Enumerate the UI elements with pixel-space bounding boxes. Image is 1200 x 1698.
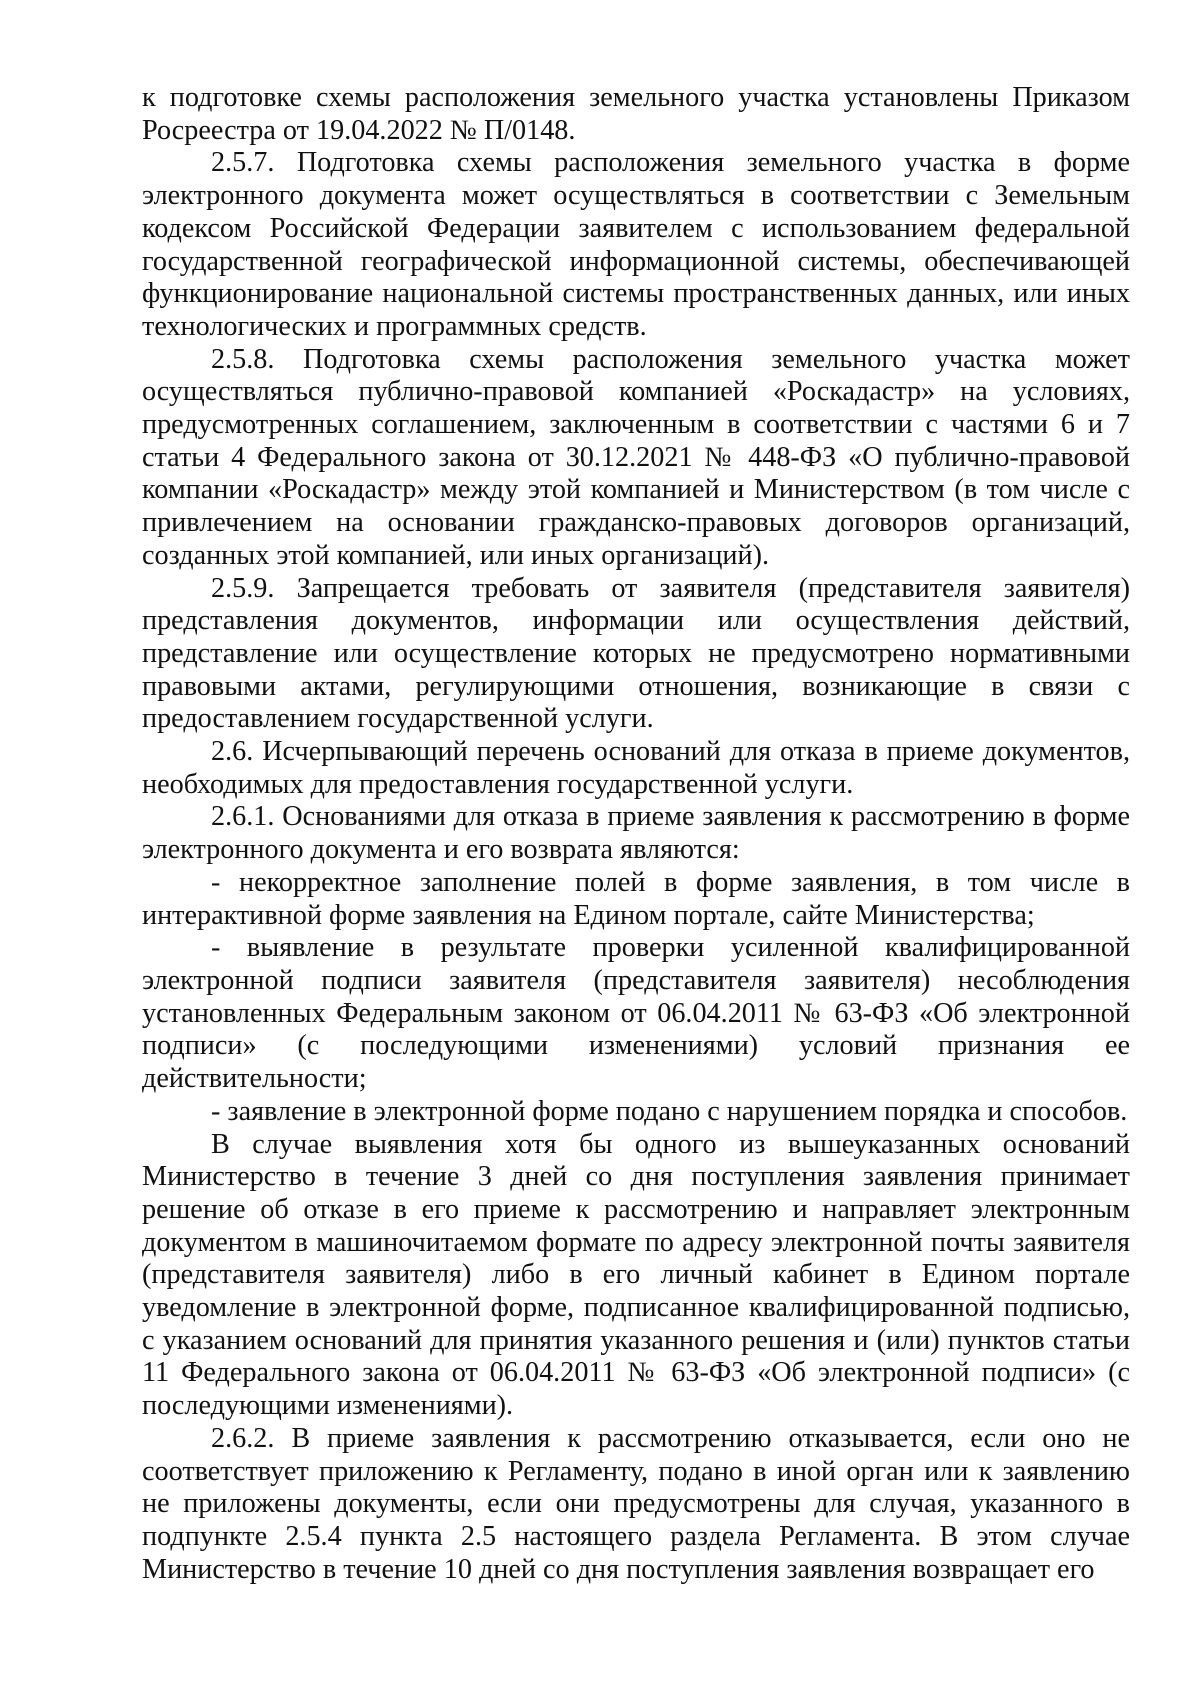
paragraph-clause-2-5-9: 2.5.9. Запрещается требовать от заявителя (представителя заявителя) представления документов, информации или осуществления действий, представление или осуществление которых не предусмотрено нормативными правовыми актами, регулирующими отношения, возникающие в связи с предоставлением государственной услуги.: [142, 572, 1130, 735]
document-page: [142, 82, 1130, 1586]
paragraph-clause-2-6-1: 2.6.1. Основаниями для отказа в приеме заявления к рассмотрению в форме электронного документа и его возврата являются:: [142, 801, 1130, 866]
paragraph-clause-2-6-2: 2.6.2. В приеме заявления к рассмотрению отказывается, если оно не соответствует приложению к Регламенту, подано в иной орган или к заявлению не приложены документы, если они предусмотрены для случая, указанного в подпункте 2.5.4 пункта 2.5 настоящего раздела Регламента. В этом случае Министерство в течение 10 дней со дня поступления заявления возвращает его: [142, 1422, 1130, 1585]
paragraph-continuation: к подготовке схемы расположения земельного участка установлены Приказом Росреестра от 19.04.2022 № П/0148.: [142, 82, 1130, 146]
list-item-bullet-2: - выявление в результате проверки усиленной квалифицированной электронной подписи заявителя (представителя заявителя) несоблюдения установленных Федеральным законом от 06.04.2011 № 63-ФЗ «Об электронной подписи» (с последующими изменениями) условий признания ее действительности;: [142, 932, 1130, 1095]
list-item-bullet-3: - заявление в электронной форме подано с нарушением порядка и способов.: [211, 1095, 1128, 1127]
paragraph-clause-2-5-8: 2.5.8. Подготовка схемы расположения земельного участка может осуществляться публично-правовой компанией «Роскадастр» на условиях, предусмотренных соглашением, заключенным в соответствии с частями 6 и 7 статьи 4 Федерального закона от 30.12.2021 № 448-ФЗ «О публично-правовой компании «Роскадастр» между этой компанией и Министерством (в том числе с привлечением на основании гражданско-правовых договоров организаций, созданных этой компанией, или иных организаций).: [142, 343, 1130, 571]
paragraph-refusal-notice: В случае выявления хотя бы одного из вышеуказанных оснований Министерство в течение 3 дней со дня поступления заявления принимает решение об отказе в его приеме к рассмотрению и направляет электронным документом в машиночитаемом формате по адресу электронной почты заявителя (представителя заявителя) либо в его личный кабинет в Едином портале уведомление в электронной форме, подписанное квалифицированной подписью, с указанием оснований для принятия указанного решения и (или) пунктов статьи 11 Федерального закона от 06.04.2011 № 63-ФЗ «Об электронной подписи» (с последующими изменениями).: [142, 1128, 1130, 1422]
paragraph-clause-2-6: 2.6. Исчерпывающий перечень оснований для отказа в приеме документов, необходимых для предоставления государственной услуги.: [142, 736, 1130, 800]
paragraph-clause-2-5-7: 2.5.7. Подготовка схемы расположения земельного участка в форме электронного документа может осуществляться в соответствии с Земельным кодексом Российской Федерации заявителем с использованием федеральной государственной географической информационной системы, обеспечивающей функционирование национальной системы пространственных данных, или иных технологических и программных средств.: [142, 147, 1130, 342]
list-item-bullet-1: - некорректное заполнение полей в форме заявления, в том числе в интерактивной форме заявления на Едином портале, сайте Министерства;: [142, 866, 1130, 931]
